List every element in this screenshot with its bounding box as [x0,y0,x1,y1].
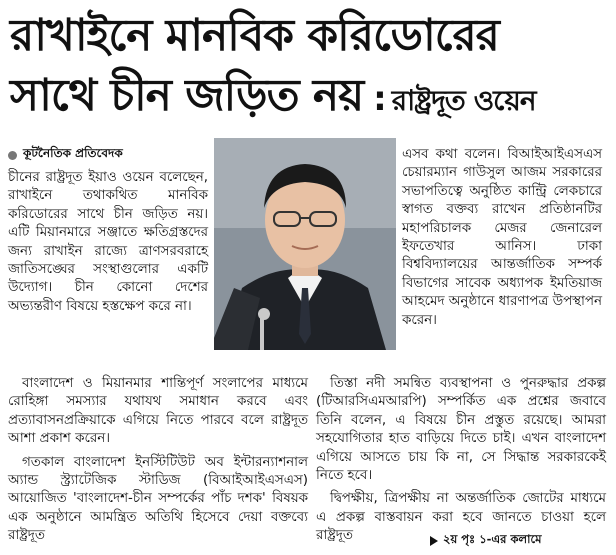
portrait-illustration [214,138,396,350]
paragraph: দ্বিপক্ষীয়, ত্রিপক্ষীয় না অন্তর্জাতিক জোটের মাধ্যমে এ প্রকল্প বাস্তবায়ন করা হবে জানতে চাওয়া হলে রাষ্ট্রদূত [316,491,606,544]
headline-source: রাষ্ট্রদূত ওয়েন [391,84,536,117]
headline-line-2 [10,68,610,129]
byline-text: কূটনৈতিক প্রতিবেদক [23,146,123,160]
continued-marker [430,531,541,550]
article-column-right-bottom [316,375,606,551]
article-column-left-top [8,169,208,321]
paragraph: এসব কথা বলেন। বিআইআইএসএস চেয়ারম্যান গাউসুল আজম সরকারের সভাপতিত্বে অনুষ্ঠিত কান্ট্রি লেকচারে স্বাগত বক্তব্য রাখেন প্রতিষ্ঠানটির মহাপরিচালক মেজর জেনারেল ইফতেখার আনিস। ঢাকা বিশ্ববিদ্যালয়ের আন্তর্জাতিক সম্পর্ক বিভাগের সাবেক অধ্যাপক ইমতিয়াজ আহমেদ অনুষ্ঠানে ধারণাপত্র উপস্থাপন করেন। [402,147,602,328]
headline-main-text: সাথে চীন জড়িত নয় [10,70,364,121]
ambassador-photo [214,138,396,350]
triangle-right-icon [430,536,438,546]
article-column-right-top [402,146,602,335]
headline-line-1: রাখাইনে মানবিক করিডোরের [10,10,499,61]
headline-colon: : [373,79,386,119]
continued-text: ২য় পৃঃ ১-এর কলামে [443,532,542,546]
article-column-left-bottom [8,375,308,551]
paragraph: গতকাল বাংলাদেশ ইনস্টিটিউট অব ইন্টারন্যাশনাল অ্যান্ড স্ট্র্যাটেজিক স্টাডিজ (বিআইআইএসএস) আয়োজিত 'বাংলাদেশ-চীন সম্পর্কের পাঁচ দশক' বিষয়ক এক অনুষ্ঠানে আমন্ত্রিত অতিথি হিসেবে দেয়া বক্তব্যে রাষ্ট্রদূত [8,454,308,544]
byline [8,145,123,165]
paragraph: বাংলাদেশ ও মিয়ানমার শান্তিপূর্ণ সংলাপের মাধ্যমে রোহিঙ্গা সমস্যার যথাযথ সমাধান করবে এবং প্রত্যাবাসনপ্রক্রিয়াকে এগিয়ে নিতে পারবে বলে রাষ্ট্রদূত আশা প্রকাশ করেন। [8,376,308,447]
paragraph: চীনের রাষ্ট্রদূত ইয়াও ওয়েন বলেছেন, রাখাইনে তথাকথিত মানবিক করিডোরের সাথে চীন জড়িত নয়। এটি মিয়ানমারে সঞ্জাতে ক্ষতিগ্রস্তদের জন্য রাখাইন রাজ্যে ত্রাণসরবরাহে জাতিসঙ্ঘের সংস্থাগুলোর একটি উদ্যোগ। চীন কোনো দেশের অভ্যন্তরীণ বিষয়ে হস্তক্ষেপ করে না। [8,170,208,314]
paragraph: তিস্তা নদী সমন্বিত ব্যবস্থাপনা ও পুনরুদ্ধার প্রকল্প (টিআরসিএমআরপি) সম্পর্কিত এক প্রশ্নের জবাবে তিনি বলেন, এ বিষয়ে চীন প্রস্তুত রয়েছে। আমরা সহযোগিতার হাত বাড়িয়ে দিতে চাই। এখন বাংলাদেশ এগিয়ে আসতে চায় কি না, সে সিদ্ধান্ত সরকারকেই নিতে হবে। [316,376,606,484]
bullet-icon [8,151,17,160]
